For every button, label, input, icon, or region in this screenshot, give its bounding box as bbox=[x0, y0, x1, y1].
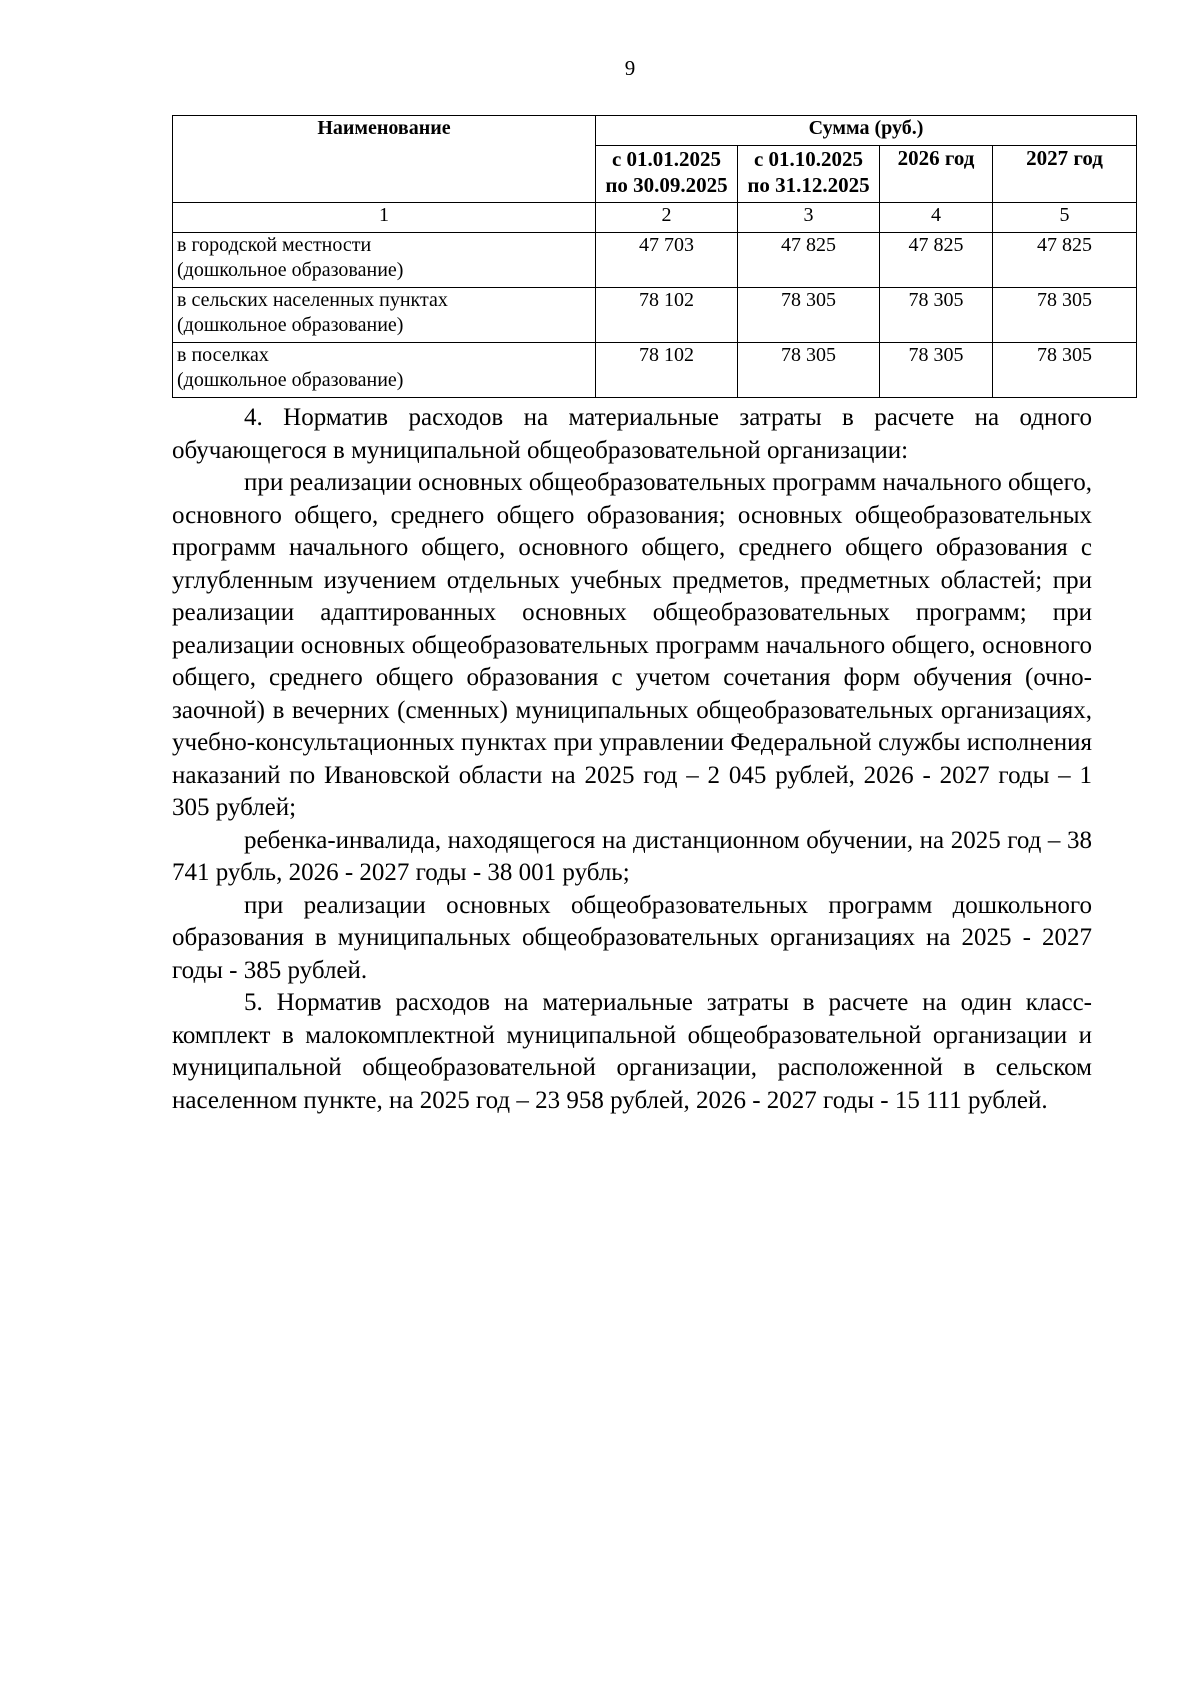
header-year-2027: 2027 год bbox=[993, 146, 1137, 203]
page-number: 9 bbox=[624, 56, 636, 80]
period-2-line2: по 31.12.2025 bbox=[747, 173, 870, 197]
header-period-2 bbox=[738, 146, 880, 203]
period-1-line1: с 01.01.2025 bbox=[611, 147, 722, 171]
row-name-line2: (дошкольное образование) bbox=[177, 314, 404, 336]
table-cell: 47 825 bbox=[738, 233, 880, 288]
header-name: Наименование bbox=[173, 116, 596, 203]
table-cell: 78 102 bbox=[596, 288, 738, 343]
row-name-line1: в поселках bbox=[177, 344, 269, 366]
row-name-line1: в городской местности bbox=[177, 234, 372, 256]
period-2-line1: с 01.10.2025 bbox=[753, 147, 864, 171]
paragraph-item-4: 4. Норматив расходов на материальные затраты в расчете на одного обучающегося в муниципальной общеобразовательной организации: bbox=[172, 404, 1092, 464]
column-number-row bbox=[173, 203, 1137, 233]
body-text bbox=[172, 402, 1092, 1117]
row-name-line1: в сельских населенных пунктах bbox=[177, 289, 448, 311]
table-cell: 78 305 bbox=[880, 343, 993, 398]
table-cell: 78 305 bbox=[993, 288, 1137, 343]
table-row bbox=[173, 343, 1137, 398]
column-number: 5 bbox=[993, 203, 1137, 233]
table-cell: 47 825 bbox=[880, 233, 993, 288]
table-cell: 47 825 bbox=[993, 233, 1137, 288]
norms-table bbox=[172, 115, 1137, 398]
table-cell: 78 102 bbox=[596, 343, 738, 398]
header-year-2026: 2026 год bbox=[880, 146, 993, 203]
table-header-row bbox=[173, 116, 1137, 146]
row-name-line2: (дошкольное образование) bbox=[177, 369, 404, 391]
column-number: 3 bbox=[738, 203, 880, 233]
table-cell: 78 305 bbox=[880, 288, 993, 343]
table-row bbox=[173, 288, 1137, 343]
table-cell: 47 703 bbox=[596, 233, 738, 288]
paragraph-disabled-child: ребенка-инвалида, находящегося на дистанционном обучении, на 2025 год – 38 741 рубль, 2026 - 2027 годы - 38 001 рубль; bbox=[172, 826, 1092, 886]
table-row bbox=[173, 233, 1137, 288]
table-cell: 78 305 bbox=[738, 288, 880, 343]
period-1-line2: по 30.09.2025 bbox=[605, 173, 728, 197]
header-period-1 bbox=[596, 146, 738, 203]
table-cell: 78 305 bbox=[993, 343, 1137, 398]
column-number: 2 bbox=[596, 203, 738, 233]
paragraph-preschool: при реализации основных общеобразовательных программ дошкольного образования в муниципальных общеобразовательных организациях на 2025 - 2027 годы - 385 рублей. bbox=[172, 891, 1092, 984]
table-cell: 78 305 bbox=[738, 343, 880, 398]
row-name bbox=[173, 233, 596, 288]
row-name-line2: (дошкольное образование) bbox=[177, 259, 404, 281]
paragraph-general-programs: при реализации основных общеобразовательных программ начального общего, основного общего, среднего общего образования; основных общеобразовательных программ начального общего, основного общего, среднего общего образования с углубленным изучением отдельных учебных предметов, предметных областей; при реализации адаптированных основных общеобразовательных программ; при реализации основных общеобразовательных программ начального общего, основного общего, среднего общего образования с учетом сочетания форм обучения (очно-заочной) в вечерних (сменных) муниципальных общеобразовательных организациях, учебно-консультационных пунктах при управлении Федеральной службы исполнения наказаний по Ивановской области на 2025 год – 2 045 рублей, 2026 - 2027 годы – 1 305 рублей; bbox=[172, 469, 1092, 821]
row-name bbox=[173, 343, 596, 398]
column-number: 4 bbox=[880, 203, 993, 233]
header-sum: Сумма (руб.) bbox=[596, 116, 1137, 146]
column-number: 1 bbox=[173, 203, 596, 233]
row-name bbox=[173, 288, 596, 343]
paragraph-item-5: 5. Норматив расходов на материальные затраты в расчете на один класс-комплект в малокомплектной муниципальной общеобразовательной организации и муниципальной общеобразовательной организации, расположенной в сельском населенном пункте, на 2025 год – 23 958 рублей, 2026 - 2027 годы - 15 111 рублей. bbox=[172, 989, 1092, 1114]
